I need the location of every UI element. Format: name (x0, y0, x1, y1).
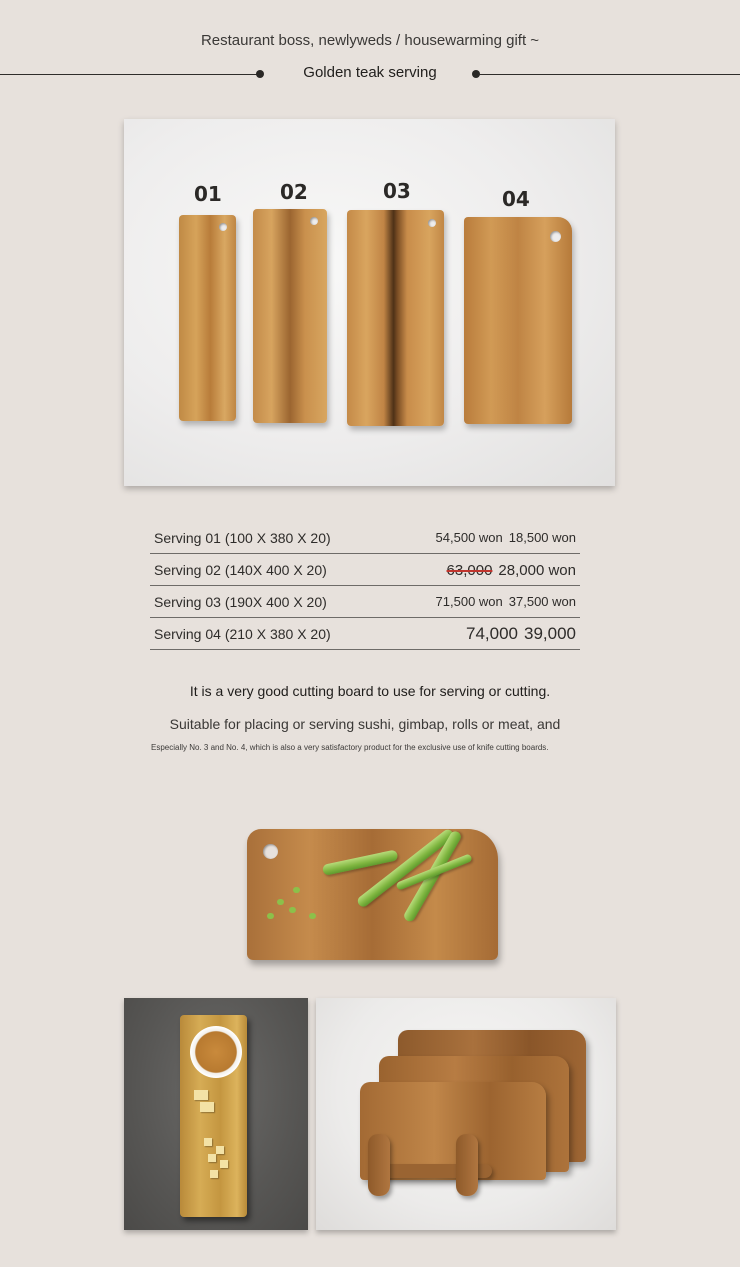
cheese-cube (216, 1146, 224, 1154)
description-line-1: It is a very good cutting board to use for serving or cutting. (189, 683, 551, 699)
old-price: 63,000 (446, 562, 493, 579)
serving-board-snacks-image (124, 998, 308, 1230)
price-row-label: Serving 01 (100 X 380 X 20) (154, 530, 331, 546)
price-row-value (447, 562, 576, 579)
cheese-cube (208, 1154, 216, 1162)
product-photo-boards (124, 119, 615, 486)
page-subtitle: Restaurant boss, newlyweds / housewarming gift ~ (200, 32, 540, 49)
sale-price: 18,500 won (508, 530, 576, 545)
description-line-3: Especially No. 3 and No. 4, which is also a very satisfactory product for the exclusive use of knife cutting boards. (151, 743, 549, 752)
price-row-04 (150, 618, 580, 650)
price-row-label: Serving 04 (210 X 380 X 20) (154, 626, 331, 642)
cheese-wedge (200, 1102, 214, 1112)
celery-chunk (289, 907, 296, 913)
sale-price: 39,000 (524, 624, 576, 643)
cutting-board-celery-image (247, 829, 498, 960)
price-table (150, 522, 580, 650)
old-price: 74,000 (466, 624, 518, 643)
old-price: 54,500 won (435, 530, 503, 545)
celery-chunk (267, 913, 274, 919)
board-03-image (347, 210, 444, 426)
cheese-cube (210, 1170, 218, 1178)
cheese-cube (220, 1160, 228, 1168)
board-label-04: 04 (502, 187, 530, 211)
board-label-03: 03 (383, 179, 411, 203)
celery-chunk (277, 899, 284, 905)
cheese-cube (204, 1138, 212, 1146)
celery-chunk (309, 913, 316, 919)
celery-chunk (293, 887, 300, 893)
celery-stalk (322, 849, 399, 876)
board-02-image (253, 209, 327, 423)
board-hole (263, 844, 278, 859)
description-line-2: Suitable for placing or serving sushi, gimbap, rolls or meat, and (169, 716, 561, 732)
old-price: 71,500 won (435, 594, 503, 609)
price-row-03 (150, 586, 580, 618)
price-row-value (436, 530, 576, 545)
pretzel-bowl (190, 1026, 242, 1078)
board-stand-image (316, 998, 616, 1230)
board-hole (550, 231, 561, 242)
sale-price: 28,000 won (498, 562, 576, 579)
board-hole (310, 217, 318, 225)
price-row-value (436, 594, 576, 609)
board-hole (219, 223, 227, 231)
board-label-02: 02 (280, 180, 308, 204)
board-hole (428, 219, 436, 227)
price-row-label: Serving 02 (140X 400 X 20) (154, 562, 327, 578)
price-row-02 (150, 554, 580, 586)
board-04-image (464, 217, 572, 424)
board-01-image (179, 215, 236, 421)
stand-foot-right (456, 1134, 478, 1196)
price-row-01 (150, 522, 580, 554)
sale-price: 37,500 won (508, 594, 576, 609)
board-label-01: 01 (194, 182, 222, 206)
price-row-label: Serving 03 (190X 400 X 20) (154, 594, 327, 610)
divider-dot-left (256, 70, 264, 78)
price-row-value (466, 624, 576, 644)
stand-foot-left (368, 1134, 390, 1196)
section-title: Golden teak serving (303, 64, 437, 81)
cheese-wedge (194, 1090, 208, 1100)
divider-line-right (478, 74, 740, 75)
divider-line-left (0, 74, 258, 75)
